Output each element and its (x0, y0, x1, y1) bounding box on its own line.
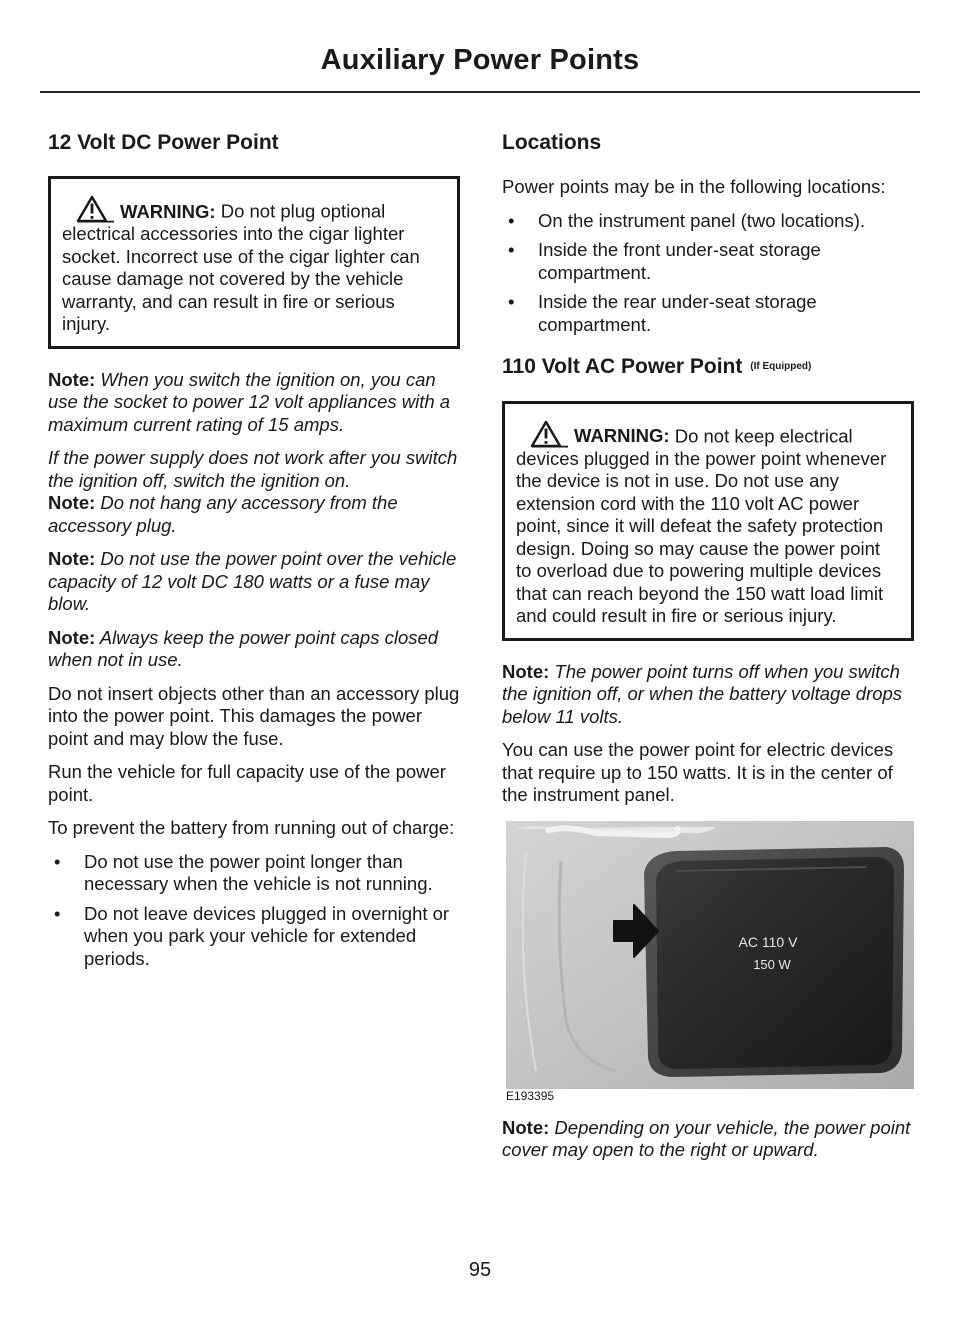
warning-label: WARNING: (574, 425, 670, 446)
paragraph-150-watts: You can use the power point for electric devices that require up to 150 watts. It is in the center of the instrument panel. (502, 739, 894, 805)
note-ignition: Note: When you switch the ignition on, you can use the socket to power 12 volt appliances with a maximum current rating of 15 amps. (48, 368, 451, 435)
note-hang-accessory: Note: Do not hang any accessory from the accessory plug. (48, 492, 398, 536)
cover-label-wattage: 150 W (753, 956, 791, 972)
power-point-illustration (506, 821, 914, 1103)
warning-text: Do not keep electrical devices plugged in the power point whenever the device is not in use. Do not use any extension cord with the 110 volt AC power point, since it will defeat the safety protection design. Doing so may cause the power point to overload due to powering multiple devices that can reach beyond the 150 watt load limit and could result in fire or serious injury. (516, 425, 887, 626)
warning-text: Do not plug optional electrical accessories into the cigar lighter socket. Incorrect use of the cigar lighter can cause damage not covered by the vehicle warranty, and can result in fire or serious injury. (62, 200, 420, 335)
list-item: • On the instrument panel (two locations). (502, 210, 914, 233)
list-item: • Inside the front under-seat storage compartment. (502, 239, 914, 284)
note-cover-direction: Note: Depending on your vehicle, the power point cover may open to the right or upward. (502, 1116, 911, 1160)
paragraph-full-capacity: Run the vehicle for full capacity use of the power point. (48, 761, 446, 805)
left-column (48, 130, 460, 980)
paragraph-insert-objects: Do not insert objects other than an accessory plug into the power point. This damages the power point and may blow the fuse. (48, 682, 460, 749)
note-ignition-continued: If the power supply does not work after you switch the ignition off, switch the ignition on. (48, 447, 458, 491)
power-point-figure (506, 821, 914, 1103)
warning-box-110v (502, 401, 914, 641)
list-item: • Do not use the power point longer than necessary when the vehicle is not running. (48, 851, 460, 896)
paragraph-locations-intro: Power points may be in the following locations: (502, 176, 886, 198)
section-heading-110v: 110 Volt AC Power Point (If Equipped) (502, 355, 812, 379)
battery-bullet-list (48, 851, 460, 971)
section-heading-locations: Locations (502, 131, 602, 154)
header-divider (40, 91, 920, 93)
figure-id: E193395 (506, 1088, 555, 1103)
note-capacity: Note: Do not use the power point over the vehicle capacity of 12 volt DC 180 watts or a fuse may blow. (48, 548, 457, 615)
locations-bullet-list (502, 210, 914, 337)
cover-label-voltage: AC 110 V (738, 933, 798, 950)
warning-label: WARNING: (120, 200, 216, 222)
page-title: Auxiliary Power Points (320, 44, 640, 76)
list-item: • Do not leave devices plugged in overnight or when you park your vehicle for extended periods. (48, 903, 460, 971)
warning-triangle-icon (528, 420, 568, 448)
section-heading-12v: 12 Volt DC Power Point (48, 131, 279, 154)
paragraph-battery: To prevent the battery from running out of charge: (48, 817, 455, 839)
note-power-off: Note: The power point turns off when you switch the ignition off, or when the battery voltage drops below 11 volts. (502, 660, 903, 727)
page-number: 95 (468, 1259, 492, 1281)
warning-triangle-icon (74, 195, 114, 223)
note-caps: Note: Always keep the power point caps closed when not in use. (48, 626, 439, 671)
right-column (502, 130, 914, 1173)
list-item: • Inside the rear under-seat storage compartment. (502, 291, 914, 336)
warning-box-12v (48, 176, 460, 349)
